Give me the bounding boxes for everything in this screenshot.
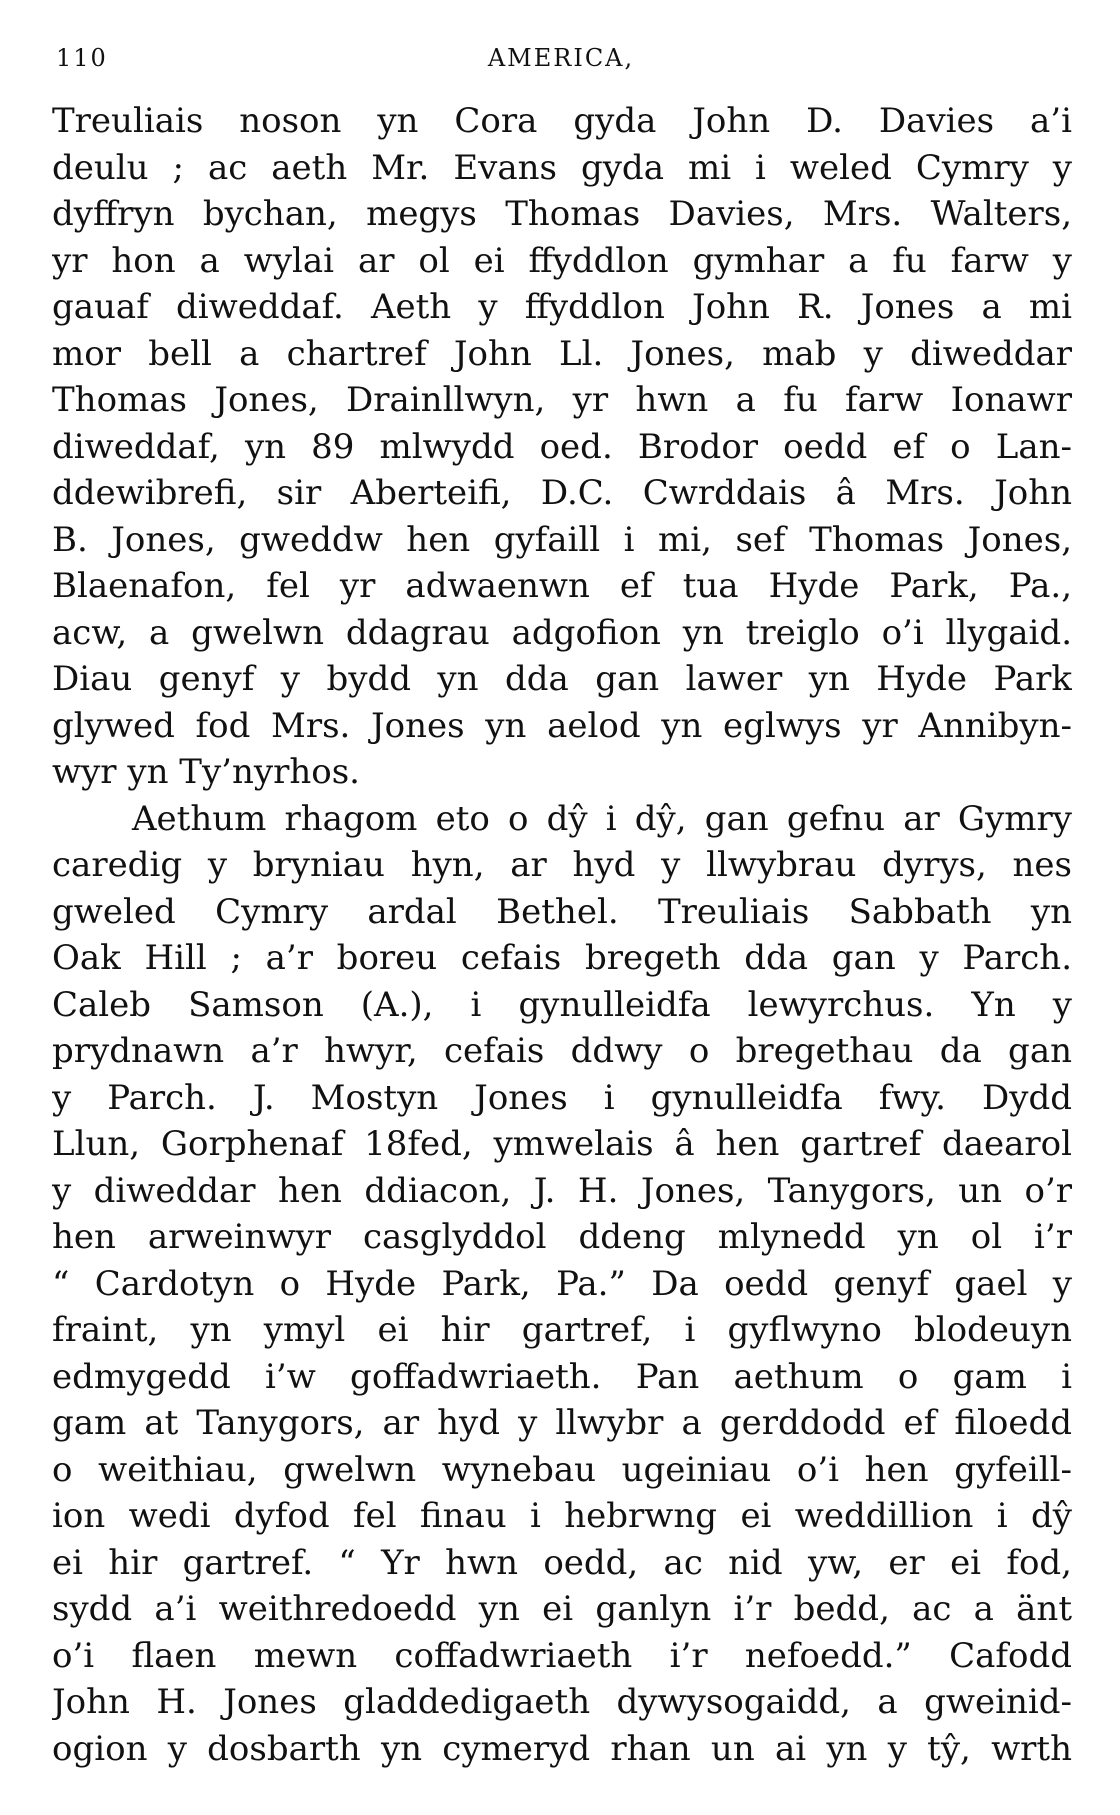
text-line: sydd a’i weithredoedd yn ei ganlyn i’r bedd, ac a änt — [52, 1589, 1072, 1629]
text-line: y Parch. J. Mostyn Jones i gynulleidfa fwy. Dydd — [52, 1077, 1072, 1118]
text-line: acw, a gwelwn ddagrau adgofion yn treiglo o’i llygaid. — [52, 612, 1072, 653]
page-number: 110 — [56, 44, 108, 72]
body-text — [52, 98, 1072, 1772]
text-line: ogion y dosbarth yn cymeryd rhan un ai yn y tŷ, wrth — [52, 1728, 1072, 1769]
text-line: gauaf diweddaf. Aeth y ffyddlon John R. Jones a mi — [52, 287, 1072, 327]
running-title: AMERICA, — [487, 44, 635, 72]
text-line: Blaenafon, fel yr adwaenwn ef tua Hyde Park, Pa., — [52, 566, 1072, 606]
text-line: deulu ; ac aeth Mr. Evans gyda mi i weled Cymry y — [52, 147, 1072, 188]
text-line: Aethum rhagom eto o dŷ i dŷ, gan gefnu ar Gymry — [132, 798, 1072, 839]
text-line: ei hir gartref. “ Yr hwn oedd, ac nid yw, er ei fod, — [52, 1542, 1072, 1583]
text-line: fraint, yn ymyl ei hir gartref, i gyflwyno blodeuyn — [52, 1310, 1072, 1350]
text-line: Caleb Samson (A.), i gynulleidfa lewyrchus. Yn y — [52, 984, 1072, 1025]
text-line: hen arweinwyr casglyddol ddeng mlynedd yn ol i’r — [52, 1217, 1072, 1257]
text-line: o’i flaen mewn coffadwriaeth i’r nefoedd.” Cafodd — [52, 1635, 1072, 1676]
text-line: yr hon a wylai ar ol ei ffyddlon gymhar a fu farw y — [52, 240, 1072, 281]
text-line: o weithiau, gwelwn wynebau ugeiniau o’i hen gyfeill- — [52, 1449, 1072, 1490]
text-line: Thomas Jones, Drainllwyn, yr hwn a fu farw Ionawr — [52, 380, 1072, 420]
text-line: diweddaf, yn 89 mlwydd oed. Brodor oedd ef o Lan- — [52, 426, 1072, 467]
text-line: Treuliais noson yn Cora gyda John D. Davies a’i — [52, 101, 1072, 141]
text-line: gam at Tanygors, ar hyd y llwybr a gerddodd ef filoedd — [52, 1403, 1072, 1443]
text-line: mor bell a chartref John Ll. Jones, mab y diweddar — [52, 333, 1072, 374]
text-line: John H. Jones gladdedigaeth dywysogaidd, a gweinid- — [52, 1682, 1072, 1722]
text-line: Diau genyf y bydd yn dda gan lawer yn Hyde Park — [52, 659, 1072, 699]
text-line: caredig y bryniau hyn, ar hyd y llwybrau dyrys, nes — [52, 845, 1072, 885]
text-line: ddewibrefi, sir Aberteifi, D.C. Cwrddais â Mrs. John — [52, 473, 1072, 513]
text-line: Llun, Gorphenaf 18fed, ymwelais â hen gartref daearol — [52, 1124, 1072, 1164]
running-head — [56, 44, 1066, 84]
text-line: Oak Hill ; a’r boreu cefais bregeth dda gan y Parch. — [52, 938, 1072, 978]
text-line: glywed fod Mrs. Jones yn aelod yn eglwys yr Annibyn- — [52, 705, 1072, 746]
text-line: ion wedi dyfod fel finau i hebrwng ei weddillion i dŷ — [52, 1496, 1072, 1536]
text-line: edmygedd i’w goffadwriaeth. Pan aethum o gam i — [52, 1356, 1072, 1397]
text-line: dyffryn bychan, megys Thomas Davies, Mrs. Walters, — [52, 194, 1072, 234]
text-line: “ Cardotyn o Hyde Park, Pa.” Da oedd genyf gael y — [52, 1263, 1072, 1304]
text-line: gweled Cymry ardal Bethel. Treuliais Sabbath yn — [52, 891, 1072, 932]
text-line: wyr yn Ty’nyrhos. — [52, 752, 360, 792]
text-line: B. Jones, gweddw hen gyfaill i mi, sef Thomas Jones, — [52, 519, 1072, 560]
text-line: y diweddar hen ddiacon, J. H. Jones, Tanygors, un o’r — [52, 1170, 1072, 1211]
text-line: prydnawn a’r hwyr, cefais ddwy o bregethau da gan — [52, 1031, 1072, 1071]
